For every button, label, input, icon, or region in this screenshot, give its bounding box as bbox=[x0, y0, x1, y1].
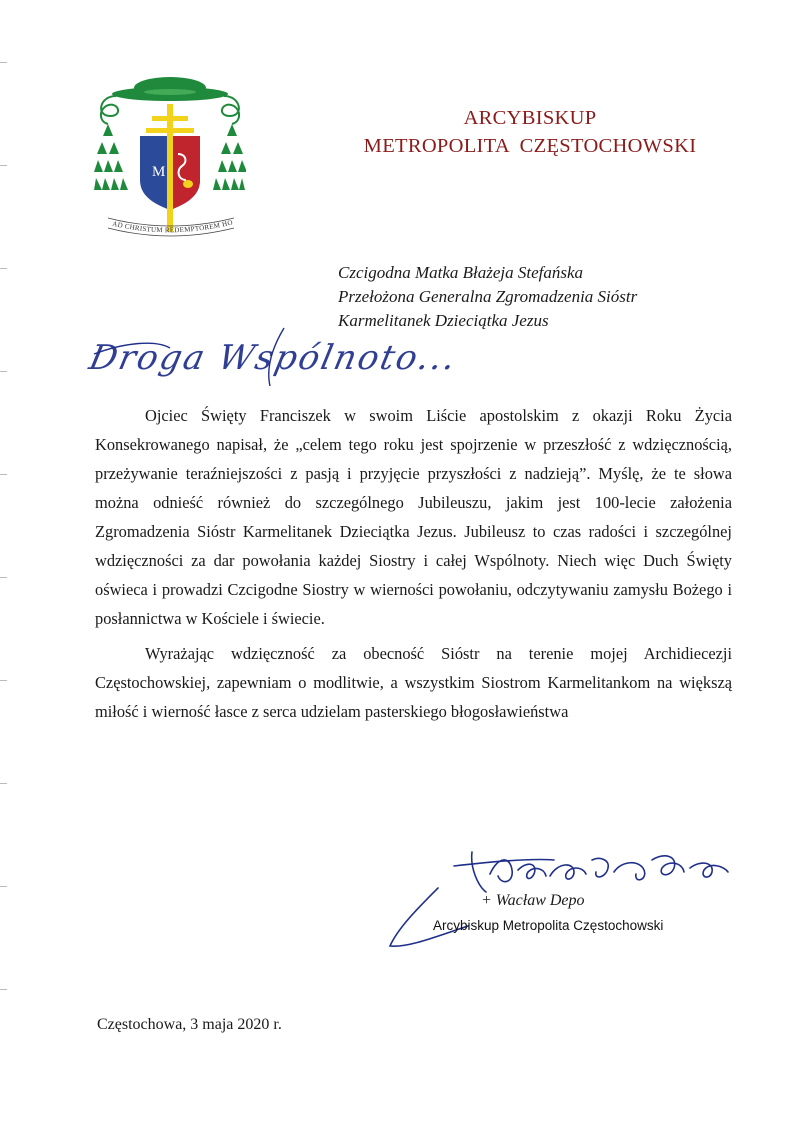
letterhead-title bbox=[330, 104, 730, 160]
recipient-line1: Czcigodna Matka Błażeja Stefańska bbox=[338, 263, 584, 282]
margin-tick bbox=[0, 371, 7, 372]
body-paragraph-1: Ojciec Święty Franciszek w swoim Liście apostolskim z okazji Roku Życia Konsekrowanego napisał, że „celem tego roku jest spojrzenie w przeszłość z wdzięcznością, przeżywanie teraźniejszości z pasją i przyjęcie przyszłości z nadzieją”. Myślę, że te słowa można odnieść również do szczególnego Jubileuszu, jakim jest 100-lecie założenia Zgromadzenia Sióstr Karmelitanek Dzieciątka Jezus. Jubileusz to czas radości i szczególnej wdzięczności za dar powołania każdej Siostry i całej Wspólnoty. Niech więc Duch Święty oświeca i prowadzi Czcigodne Siostry w wierności powołaniu, odczytywaniu zamysłu Bożego i posłannictwa w Kościele i świecie. bbox=[95, 406, 732, 628]
recipient-line3: Karmelitanek Dzieciątka Jezus bbox=[338, 311, 549, 330]
signature-block bbox=[378, 838, 768, 958]
margin-tick bbox=[0, 886, 7, 887]
body-paragraph-2: Wyrażając wdzięczność za obecność Sióstr na terenie mojej Archidiecezji Częstochowskiej, zapewniam o modlitwie, a wszystkim Siostrom Karmelitankom na większą miłość i wierność łasce z serca udzielam pasterskiego błogosławieństwa bbox=[95, 644, 732, 721]
margin-tick bbox=[0, 577, 7, 578]
margin-tick bbox=[0, 165, 7, 166]
archbishop-coat-of-arms-icon bbox=[94, 72, 246, 242]
greeting-text: Droga Wspólnoto... bbox=[85, 338, 461, 378]
margin-tick bbox=[0, 474, 7, 475]
margin-tick bbox=[0, 989, 7, 990]
recipient-line2: Przełożona Generalna Zgromadzenia Sióstr bbox=[338, 287, 638, 306]
letterhead-title-line2: METROPOLITA CZĘSTOCHOWSKI bbox=[363, 135, 697, 157]
shield-letter: M bbox=[152, 164, 166, 180]
place-date: Częstochowa, 3 maja 2020 r. bbox=[97, 1016, 282, 1033]
margin-tick bbox=[0, 783, 7, 784]
crest-motto: AD CHRISTUM REDEMPTOREM HO bbox=[111, 218, 234, 235]
signatory-role: Arcybiskup Metropolita Częstochowski bbox=[433, 918, 664, 933]
margin-tick bbox=[0, 268, 7, 269]
recipient-block bbox=[338, 261, 758, 333]
handwritten-greeting bbox=[86, 324, 506, 392]
signatory-name: + Wacław Depo bbox=[481, 892, 585, 909]
letter-body bbox=[95, 401, 732, 726]
letterhead-title-line1: ARCYBISKUP bbox=[463, 107, 597, 129]
margin-tick bbox=[0, 62, 7, 63]
margin-tick bbox=[0, 680, 7, 681]
